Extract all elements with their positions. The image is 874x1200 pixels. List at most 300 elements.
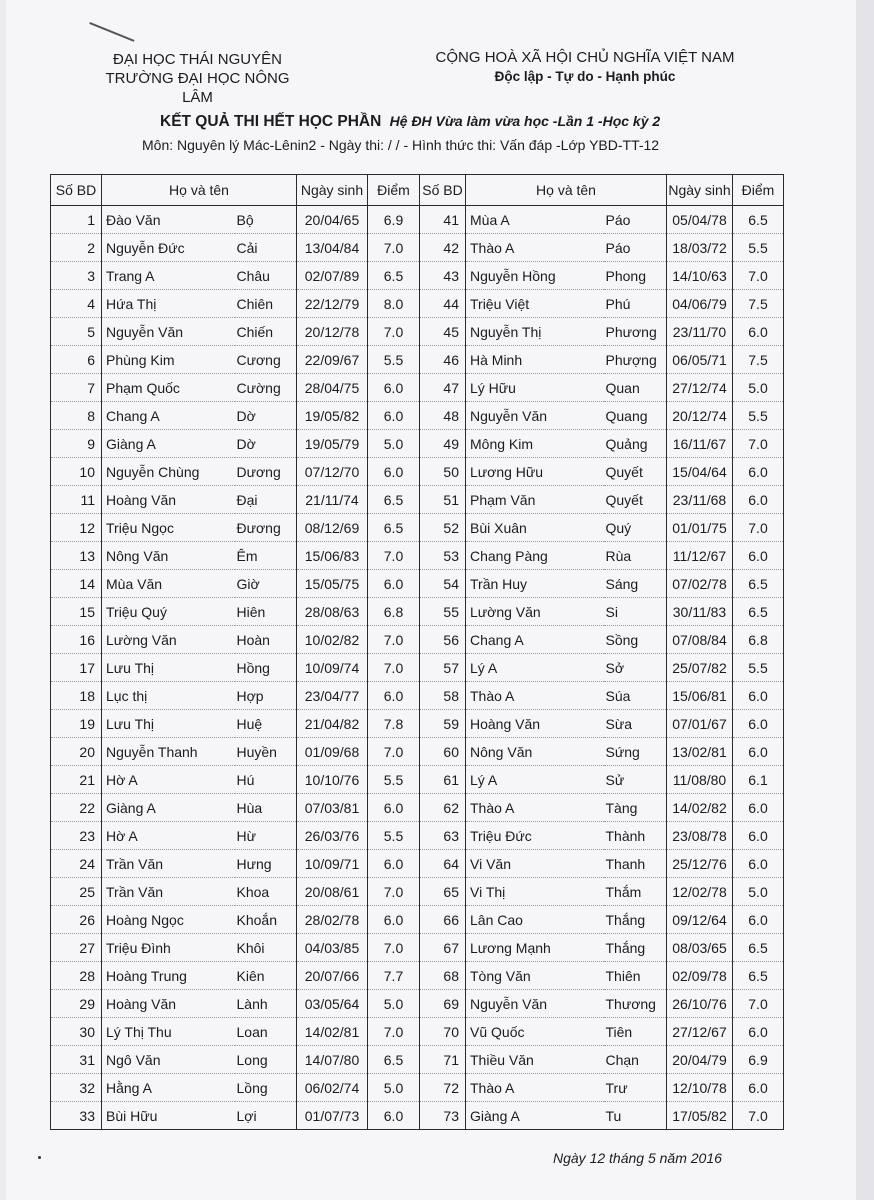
birth-date: 10/09/71 — [297, 850, 368, 878]
birth-date: 15/06/83 — [297, 542, 368, 570]
given-name: Tiên — [604, 1018, 667, 1046]
birth-date: 07/03/81 — [297, 794, 368, 822]
student-number: 51 — [420, 486, 466, 514]
given-name: Quảng — [604, 430, 667, 458]
birth-date: 23/11/70 — [667, 318, 733, 346]
family-name: Thào A — [466, 682, 604, 710]
given-name: Hồng — [235, 654, 297, 682]
birth-date: 07/08/84 — [667, 626, 733, 654]
exam-score: 6.9 — [733, 1046, 784, 1074]
ink-dot — [38, 1156, 41, 1159]
exam-score: 6.0 — [733, 822, 784, 850]
birth-date: 30/11/83 — [667, 598, 733, 626]
family-name: Ngô Văn — [102, 1046, 235, 1074]
exam-score: 6.5 — [733, 598, 784, 626]
student-number: 46 — [420, 346, 466, 374]
family-name: Lân Cao — [466, 906, 604, 934]
family-name: Giàng A — [466, 1102, 604, 1130]
given-name: Dương — [235, 458, 297, 486]
given-name: Thắng — [604, 906, 667, 934]
table-row — [51, 682, 784, 710]
student-number: 53 — [420, 542, 466, 570]
exam-score: 6.0 — [368, 374, 420, 402]
birth-date: 06/02/74 — [297, 1074, 368, 1102]
family-name: Vi Thị — [466, 878, 604, 906]
table-row — [51, 1046, 784, 1074]
student-number: 50 — [420, 458, 466, 486]
given-name: Trư — [604, 1074, 667, 1102]
birth-date: 14/10/63 — [667, 262, 733, 290]
student-number: 26 — [51, 906, 102, 934]
given-name: Cường — [235, 374, 297, 402]
exam-score: 7.0 — [368, 934, 420, 962]
family-name: Triệu Đình — [102, 934, 235, 962]
exam-score: 7.0 — [733, 430, 784, 458]
birth-date: 06/05/71 — [667, 346, 733, 374]
family-name: Hoàng Văn — [102, 990, 235, 1018]
family-name: Bùi Hữu — [102, 1102, 235, 1130]
family-name: Phạm Quốc — [102, 374, 235, 402]
student-number: 61 — [420, 766, 466, 794]
exam-score: 6.0 — [733, 318, 784, 346]
family-name: Nguyễn Thanh — [102, 738, 235, 766]
family-name: Hoàng Trung — [102, 962, 235, 990]
student-number: 15 — [51, 598, 102, 626]
student-number: 52 — [420, 514, 466, 542]
table-row — [51, 962, 784, 990]
table-row — [51, 906, 784, 934]
given-name: Quyết — [604, 486, 667, 514]
family-name: Trang A — [102, 262, 235, 290]
title-main: KẾT QUẢ THI HẾT HỌC PHẦN — [160, 113, 382, 130]
given-name: Quyết — [604, 458, 667, 486]
table-row — [51, 234, 784, 262]
birth-date: 18/03/72 — [667, 234, 733, 262]
table-row — [51, 710, 784, 738]
student-number: 19 — [51, 710, 102, 738]
col-header-score: Điểm — [733, 175, 784, 206]
student-number: 42 — [420, 234, 466, 262]
given-name: Lồng — [235, 1074, 297, 1102]
family-name: Nguyễn Chùng — [102, 458, 235, 486]
student-number: 66 — [420, 906, 466, 934]
exam-score: 7.0 — [733, 990, 784, 1018]
birth-date: 15/05/75 — [297, 570, 368, 598]
family-name: Trần Văn — [102, 850, 235, 878]
family-name: Lý A — [466, 766, 604, 794]
given-name: Lợi — [235, 1102, 297, 1130]
student-number: 58 — [420, 682, 466, 710]
family-name: Nông Văn — [102, 542, 235, 570]
exam-score: 6.0 — [368, 682, 420, 710]
exam-score: 7.8 — [368, 710, 420, 738]
family-name: Vi Văn — [466, 850, 604, 878]
col-header-name: Họ và tên — [102, 175, 297, 206]
student-number: 57 — [420, 654, 466, 682]
family-name: Nông Văn — [466, 738, 604, 766]
exam-score: 6.5 — [733, 934, 784, 962]
family-name: Lương Hữu — [466, 458, 604, 486]
exam-score: 6.0 — [368, 458, 420, 486]
given-name: Chiến — [235, 318, 297, 346]
exam-score: 6.5 — [368, 262, 420, 290]
birth-date: 10/10/76 — [297, 766, 368, 794]
table-row — [51, 822, 784, 850]
family-name: Nguyễn Đức — [102, 234, 235, 262]
family-name: Hằng A — [102, 1074, 235, 1102]
birth-date: 08/12/69 — [297, 514, 368, 542]
exam-score: 7.0 — [368, 234, 420, 262]
given-name: Kiên — [235, 962, 297, 990]
student-number: 54 — [420, 570, 466, 598]
exam-score: 6.0 — [368, 570, 420, 598]
family-name: Hoàng Ngọc — [102, 906, 235, 934]
family-name: Giàng A — [102, 430, 235, 458]
family-name: Lưu Thị — [102, 710, 235, 738]
birth-date: 13/04/84 — [297, 234, 368, 262]
exam-score: 6.5 — [368, 1046, 420, 1074]
exam-score: 7.0 — [368, 542, 420, 570]
student-number: 63 — [420, 822, 466, 850]
given-name: Chiên — [235, 290, 297, 318]
table-row — [51, 878, 784, 906]
student-number: 45 — [420, 318, 466, 346]
table-row — [51, 626, 784, 654]
student-number: 67 — [420, 934, 466, 962]
student-number: 27 — [51, 934, 102, 962]
given-name: Bộ — [235, 206, 297, 234]
given-name: Hiên — [235, 598, 297, 626]
exam-score: 7.0 — [368, 654, 420, 682]
student-number: 10 — [51, 458, 102, 486]
given-name: Dờ — [235, 402, 297, 430]
family-name: Chang Pàng — [466, 542, 604, 570]
birth-date: 07/12/70 — [297, 458, 368, 486]
birth-date: 20/12/78 — [297, 318, 368, 346]
exam-score: 7.0 — [368, 318, 420, 346]
exam-score: 6.5 — [733, 570, 784, 598]
given-name: Chạn — [604, 1046, 667, 1074]
birth-date: 20/12/74 — [667, 402, 733, 430]
student-number: 55 — [420, 598, 466, 626]
given-name: Sồng — [604, 626, 667, 654]
given-name: Sứng — [604, 738, 667, 766]
family-name: Đào Văn — [102, 206, 235, 234]
family-name: Thào A — [466, 234, 604, 262]
exam-score: 6.8 — [368, 598, 420, 626]
exam-score: 6.0 — [733, 458, 784, 486]
birth-date: 21/04/82 — [297, 710, 368, 738]
family-name: Hoàng Văn — [466, 710, 604, 738]
birth-date: 28/08/63 — [297, 598, 368, 626]
table-row — [51, 290, 784, 318]
given-name: Tàng — [604, 794, 667, 822]
family-name: Hoàng Văn — [102, 486, 235, 514]
family-name: Mùa A — [466, 206, 604, 234]
birth-date: 19/05/82 — [297, 402, 368, 430]
student-number: 47 — [420, 374, 466, 402]
student-number: 22 — [51, 794, 102, 822]
table-row — [51, 206, 784, 234]
table-row — [51, 262, 784, 290]
student-number: 4 — [51, 290, 102, 318]
birth-date: 16/11/67 — [667, 430, 733, 458]
given-name: Cải — [235, 234, 297, 262]
given-name: Dờ — [235, 430, 297, 458]
given-name: Huyền — [235, 738, 297, 766]
birth-date: 25/07/82 — [667, 654, 733, 682]
family-name: Phạm Văn — [466, 486, 604, 514]
student-number: 49 — [420, 430, 466, 458]
school-name: TRƯỜNG ĐẠI HỌC NÔNG LÂM — [105, 70, 290, 106]
exam-score: 6.9 — [368, 206, 420, 234]
table-row — [51, 990, 784, 1018]
exam-score: 6.5 — [368, 486, 420, 514]
student-number: 20 — [51, 738, 102, 766]
table-row — [51, 934, 784, 962]
family-name: Triệu Việt — [466, 290, 604, 318]
family-name: Triệu Đức — [466, 822, 604, 850]
student-number: 29 — [51, 990, 102, 1018]
student-number: 43 — [420, 262, 466, 290]
results-table — [50, 174, 784, 1130]
given-name: Sừa — [604, 710, 667, 738]
given-name: Lành — [235, 990, 297, 1018]
given-name: Hợp — [235, 682, 297, 710]
birth-date: 23/04/77 — [297, 682, 368, 710]
family-name: Phùng Kim — [102, 346, 235, 374]
exam-score: 8.0 — [368, 290, 420, 318]
exam-score: 6.5 — [733, 206, 784, 234]
table-row — [51, 346, 784, 374]
family-name: Chang A — [466, 626, 604, 654]
given-name: Quý — [604, 514, 667, 542]
col-header-no: Số BD — [51, 175, 102, 206]
student-number: 56 — [420, 626, 466, 654]
student-number: 32 — [51, 1074, 102, 1102]
birth-date: 04/06/79 — [667, 290, 733, 318]
exam-score: 5.0 — [368, 990, 420, 1018]
col-header-dob: Ngày sinh — [667, 175, 733, 206]
family-name: Mùa Văn — [102, 570, 235, 598]
table-row — [51, 850, 784, 878]
birth-date: 26/10/76 — [667, 990, 733, 1018]
given-name: Loan — [235, 1018, 297, 1046]
table-row — [51, 794, 784, 822]
student-number: 73 — [420, 1102, 466, 1130]
birth-date: 11/12/67 — [667, 542, 733, 570]
table-row — [51, 654, 784, 682]
institution-header — [90, 50, 305, 107]
given-name: Phượng — [604, 346, 667, 374]
given-name: Phong — [604, 262, 667, 290]
birth-date: 20/07/66 — [297, 962, 368, 990]
exam-score: 6.0 — [733, 794, 784, 822]
given-name: Hoàn — [235, 626, 297, 654]
student-number: 11 — [51, 486, 102, 514]
table-row — [51, 1074, 784, 1102]
table-row — [51, 738, 784, 766]
birth-date: 15/04/64 — [667, 458, 733, 486]
student-number: 18 — [51, 682, 102, 710]
family-name: Nguyễn Văn — [102, 318, 235, 346]
exam-score: 7.0 — [368, 626, 420, 654]
birth-date: 01/09/68 — [297, 738, 368, 766]
exam-score: 7.0 — [733, 514, 784, 542]
table-row — [51, 598, 784, 626]
student-number: 68 — [420, 962, 466, 990]
national-motto: Độc lập - Tự do - Hạnh phúc — [494, 69, 676, 84]
family-name: Thiều Văn — [466, 1046, 604, 1074]
student-number: 70 — [420, 1018, 466, 1046]
given-name: Páo — [604, 234, 667, 262]
birth-date: 14/02/81 — [297, 1018, 368, 1046]
birth-date: 08/03/65 — [667, 934, 733, 962]
exam-score: 6.0 — [733, 682, 784, 710]
birth-date: 19/05/79 — [297, 430, 368, 458]
exam-score: 6.0 — [733, 738, 784, 766]
exam-score: 5.0 — [368, 430, 420, 458]
exam-info: Môn: Nguyên lý Mác-Lênin2 - Ngày thi: / / - Hình thức thi: Vấn đáp -Lớp YBD-TT-12 — [142, 137, 660, 153]
given-name: Khoắn — [235, 906, 297, 934]
birth-date: 21/11/74 — [297, 486, 368, 514]
exam-score: 5.5 — [368, 822, 420, 850]
family-name: Bùi Xuân — [466, 514, 604, 542]
birth-date: 23/11/68 — [667, 486, 733, 514]
student-number: 30 — [51, 1018, 102, 1046]
given-name: Đương — [235, 514, 297, 542]
given-name: Sử — [604, 766, 667, 794]
birth-date: 10/09/74 — [297, 654, 368, 682]
exam-score: 6.0 — [733, 850, 784, 878]
col-header-no: Số BD — [420, 175, 466, 206]
family-name: Hà Minh — [466, 346, 604, 374]
family-name: Vũ Quốc — [466, 1018, 604, 1046]
given-name: Thắng — [604, 934, 667, 962]
student-number: 64 — [420, 850, 466, 878]
given-name: Khôi — [235, 934, 297, 962]
student-number: 25 — [51, 878, 102, 906]
birth-date: 23/08/78 — [667, 822, 733, 850]
family-name: Mông Kim — [466, 430, 604, 458]
signing-date: Ngày 12 tháng 5 năm 2016 — [553, 1150, 722, 1166]
table-row — [51, 1102, 784, 1130]
exam-score: 7.5 — [733, 290, 784, 318]
exam-score: 6.0 — [368, 1102, 420, 1130]
given-name: Hùa — [235, 794, 297, 822]
family-name: Hờ A — [102, 766, 235, 794]
exam-score: 6.5 — [368, 514, 420, 542]
birth-date: 20/04/79 — [667, 1046, 733, 1074]
family-name: Trần Huy — [466, 570, 604, 598]
exam-score: 6.8 — [733, 626, 784, 654]
table-row — [51, 766, 784, 794]
given-name: Thắm — [604, 878, 667, 906]
birth-date: 28/02/78 — [297, 906, 368, 934]
birth-date: 09/12/64 — [667, 906, 733, 934]
given-name: Đại — [235, 486, 297, 514]
exam-score: 7.0 — [368, 1018, 420, 1046]
exam-score: 6.0 — [368, 850, 420, 878]
birth-date: 05/04/78 — [667, 206, 733, 234]
student-number: 69 — [420, 990, 466, 1018]
table-row — [51, 374, 784, 402]
student-number: 71 — [420, 1046, 466, 1074]
given-name: Thành — [604, 822, 667, 850]
student-number: 5 — [51, 318, 102, 346]
given-name: Rùa — [604, 542, 667, 570]
table-row — [51, 402, 784, 430]
birth-date: 10/02/82 — [297, 626, 368, 654]
student-number: 60 — [420, 738, 466, 766]
exam-score: 6.0 — [733, 906, 784, 934]
given-name: Phương — [604, 318, 667, 346]
birth-date: 01/07/73 — [297, 1102, 368, 1130]
student-number: 24 — [51, 850, 102, 878]
family-name: Lục thị — [102, 682, 235, 710]
student-number: 72 — [420, 1074, 466, 1102]
exam-score: 6.0 — [368, 794, 420, 822]
given-name: Long — [235, 1046, 297, 1074]
family-name: Nguyễn Văn — [466, 402, 604, 430]
family-name: Triệu Ngọc — [102, 514, 235, 542]
table-row — [51, 318, 784, 346]
exam-score: 7.0 — [368, 738, 420, 766]
birth-date: 07/02/78 — [667, 570, 733, 598]
birth-date: 28/04/75 — [297, 374, 368, 402]
family-name: Lường Văn — [102, 626, 235, 654]
family-name: Chang A — [102, 402, 235, 430]
table-row — [51, 570, 784, 598]
birth-date: 02/07/89 — [297, 262, 368, 290]
student-number: 28 — [51, 962, 102, 990]
family-name: Thào A — [466, 794, 604, 822]
family-name: Lương Mạnh — [466, 934, 604, 962]
birth-date: 01/01/75 — [667, 514, 733, 542]
given-name: Quan — [604, 374, 667, 402]
student-number: 8 — [51, 402, 102, 430]
birth-date: 17/05/82 — [667, 1102, 733, 1130]
student-number: 12 — [51, 514, 102, 542]
table-row — [51, 514, 784, 542]
family-name: Trần Văn — [102, 878, 235, 906]
given-name: Quang — [604, 402, 667, 430]
birth-date: 22/09/67 — [297, 346, 368, 374]
family-name: Hứa Thị — [102, 290, 235, 318]
national-header — [420, 48, 750, 87]
given-name: Châu — [235, 262, 297, 290]
birth-date: 14/02/82 — [667, 794, 733, 822]
document-title — [160, 113, 720, 131]
given-name: Giờ — [235, 570, 297, 598]
birth-date: 25/12/76 — [667, 850, 733, 878]
exam-score: 6.0 — [733, 710, 784, 738]
given-name: Si — [604, 598, 667, 626]
given-name: Thiên — [604, 962, 667, 990]
table-row — [51, 486, 784, 514]
country-name: CỘNG HOÀ XÃ HỘI CHỦ NGHĨA VIỆT NAM — [435, 49, 735, 66]
birth-date: 20/08/61 — [297, 878, 368, 906]
given-name: Sở — [604, 654, 667, 682]
exam-score: 5.5 — [368, 346, 420, 374]
exam-score: 6.0 — [368, 906, 420, 934]
exam-score: 7.0 — [733, 262, 784, 290]
family-name: Thào A — [466, 1074, 604, 1102]
table-row — [51, 542, 784, 570]
exam-score: 6.0 — [733, 1018, 784, 1046]
exam-score: 6.5 — [733, 962, 784, 990]
family-name: Lý Hữu — [466, 374, 604, 402]
